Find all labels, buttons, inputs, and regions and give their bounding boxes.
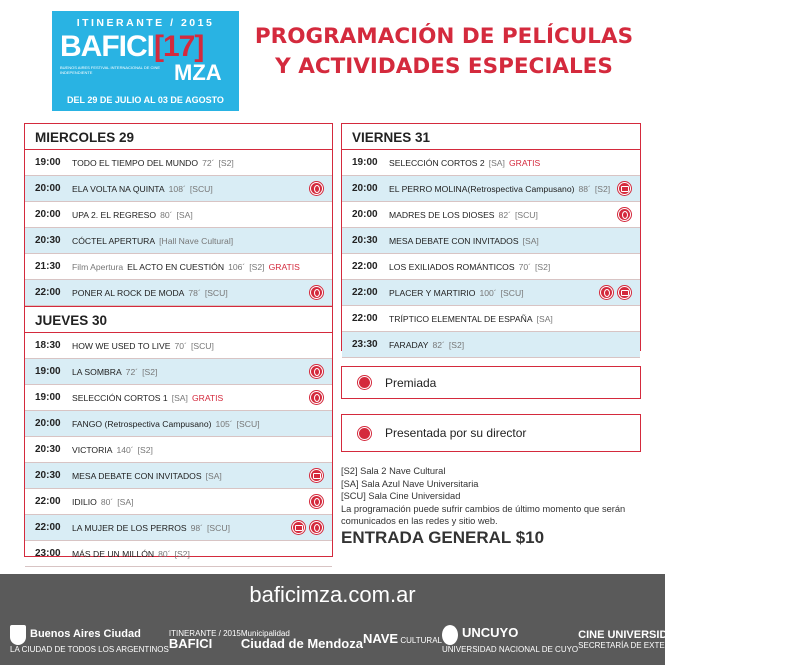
- schedule-row: [342, 176, 640, 202]
- award-icon: [618, 208, 631, 221]
- schedule-column-left: [24, 123, 333, 557]
- venue-code: [SCU]: [514, 209, 538, 220]
- schedule-row: [25, 515, 332, 541]
- title-line-2: Y ACTIVIDADES ESPECIALES: [275, 54, 613, 79]
- venue-code: [SA]: [536, 313, 553, 324]
- film-title: PONER AL ROCK DE MODA: [72, 287, 185, 298]
- logo-uncuyo: UNCUYO UNIVERSIDAD NACIONAL DE CUYO: [441, 625, 579, 654]
- site-link[interactable]: baficimza.com.ar: [249, 582, 416, 607]
- schedule-row: [25, 176, 332, 202]
- venue-code: [S2]: [249, 261, 265, 272]
- day-heading: MIERCOLES 29: [25, 124, 332, 150]
- duration: 108´: [168, 183, 186, 194]
- showtime: 20:00: [352, 209, 378, 220]
- schedule-row: [25, 437, 332, 463]
- footer: [0, 574, 810, 665]
- schedule-row: [25, 150, 332, 176]
- duration: 80´: [160, 209, 173, 220]
- film-title: IDILIO: [72, 496, 97, 507]
- duration: 82´: [432, 339, 445, 350]
- showtime: 19:00: [352, 157, 378, 168]
- schedule-row: [25, 541, 332, 567]
- showtime: 20:30: [35, 235, 61, 246]
- logo-bafici-footer: ITINERANTE / 2015 BAFICI: [168, 629, 241, 651]
- venue-code: [SA]: [488, 157, 505, 168]
- note-s2: [S2] Sala 2 Nave Cultural: [341, 466, 446, 476]
- film-title: CÓCTEL APERTURA: [72, 235, 156, 246]
- schedule-row: [25, 333, 332, 359]
- duration: 106´: [228, 261, 246, 272]
- logo-bafici: BAFICI: [60, 30, 154, 63]
- schedule-row: [25, 411, 332, 437]
- venue-code: [SA]: [522, 235, 539, 246]
- logo-cine-universidad: CINE UNIVERSIDAD SECRETARÍA DE EXTENSIÓN UNIVERSITARIA: [578, 628, 754, 650]
- venue-code: [Hall Nave Cultural]: [159, 235, 234, 246]
- showtime: 19:00: [35, 392, 61, 403]
- showtime: 22:00: [352, 261, 378, 272]
- venue-code: [S2]: [174, 548, 190, 559]
- showtime: 22:00: [35, 522, 61, 533]
- schedule-row: [25, 254, 332, 280]
- award-icon: [310, 495, 323, 508]
- showtime: 22:00: [352, 287, 378, 298]
- venue-code: [S2]: [535, 261, 551, 272]
- schedule-row: [25, 280, 332, 306]
- showtime: 18:30: [35, 340, 61, 351]
- film-title: MADRES DE LOS DIOSES: [389, 209, 495, 220]
- seal-icon: [442, 625, 458, 645]
- duration: 72´: [125, 366, 139, 377]
- showtime: 20:00: [35, 209, 61, 220]
- film-title: UPA 2. EL REGRESO: [72, 209, 157, 220]
- film-title: SELECCIÓN CORTOS 1: [72, 392, 168, 403]
- schedule-row: [342, 228, 640, 254]
- venue-code: [SA]: [117, 496, 134, 507]
- showtime: 23:00: [35, 548, 61, 559]
- film-apertura-label: Film Apertura: [72, 261, 124, 272]
- venue-code: [SCU]: [500, 287, 524, 298]
- film-title: FANGO (Retrospectiva Campusano): [72, 418, 212, 429]
- award-icon: [600, 286, 613, 299]
- venue-code: [SCU]: [236, 418, 260, 429]
- showtime: 22:00: [35, 496, 61, 507]
- showtime: 20:30: [35, 444, 61, 455]
- schedule-row: [25, 463, 332, 489]
- film-title: PLACER Y MARTIRIO: [389, 287, 476, 298]
- bafici-logo: [52, 11, 239, 111]
- legend-award: [341, 366, 641, 399]
- showtime: 22:00: [35, 287, 61, 298]
- duration: 70´: [174, 340, 187, 351]
- showtime: 20:30: [35, 470, 61, 481]
- schedule-row: [25, 359, 332, 385]
- film-title: FARADAY: [389, 339, 429, 350]
- director-icon: [310, 469, 323, 482]
- venue-code: [S2]: [594, 183, 611, 194]
- schedule-row: [342, 202, 640, 228]
- film-title: MÁS DE UN MILLÓN: [72, 548, 155, 559]
- director-icon: [292, 521, 305, 534]
- logo-municipalidad: Municipalidad Ciudad de Mendoza: [240, 629, 363, 651]
- duration: 82´: [498, 209, 511, 220]
- venue-code: [SA]: [205, 470, 222, 481]
- film-title: VICTORIA: [72, 444, 113, 455]
- gratis-label: GRATIS: [508, 157, 541, 168]
- film-title: TODO EL TIEMPO DEL MUNDO: [72, 157, 199, 168]
- sponsor-logos: [10, 619, 810, 661]
- duration: 80´: [100, 496, 114, 507]
- legend-director-label: Presentada por su director: [385, 426, 527, 440]
- entrada-general: ENTRADA GENERAL $10: [341, 527, 545, 547]
- shield-icon: [10, 625, 26, 645]
- duration: 70´: [518, 261, 532, 272]
- legend-director: [341, 414, 641, 452]
- award-icon: [310, 182, 323, 195]
- duration: 80´: [158, 548, 171, 559]
- gratis-label: GRATIS: [191, 392, 224, 403]
- duration: 72´: [202, 157, 215, 168]
- schedule-row: [342, 332, 640, 358]
- schedule-row: [25, 228, 332, 254]
- director-icon: [618, 182, 631, 195]
- logo-itinerante: ITINERANTE / 2015: [76, 17, 215, 29]
- film-title: HOW WE USED TO LIVE: [72, 340, 171, 351]
- film-title: EL PERRO MOLINA(Retrospectiva Campusano): [389, 183, 575, 194]
- award-icon: [310, 521, 323, 534]
- schedule-column-right: [341, 123, 641, 351]
- film-title: EL ACTO EN CUESTIÓN: [127, 261, 225, 272]
- showtime: 20:30: [352, 235, 378, 246]
- award-icon: [358, 376, 371, 389]
- schedule-row: [342, 280, 640, 306]
- venue-code: [SCU]: [204, 287, 228, 298]
- award-icon: [310, 286, 323, 299]
- duration: 78´: [188, 287, 201, 298]
- schedule-row: [25, 489, 332, 515]
- duration: 88´: [578, 183, 591, 194]
- gratis-label: GRATIS: [268, 261, 300, 272]
- logo-name: [60, 31, 203, 63]
- film-title: ELA VOLTA NA QUINTA: [72, 183, 165, 194]
- film-title: SELECCIÓN CORTOS 2: [389, 157, 485, 168]
- venue-notes: [341, 465, 641, 548]
- showtime: 21:30: [35, 261, 61, 272]
- duration: 100´: [479, 287, 497, 298]
- day-heading: VIERNES 31: [342, 124, 640, 150]
- director-icon: [358, 427, 371, 440]
- page-title: [254, 22, 634, 82]
- logo-nave: NAVE CULTURAL: [362, 631, 442, 646]
- venue-code: [S2]: [448, 339, 465, 350]
- schedule-row: [342, 150, 640, 176]
- showtime: 22:00: [352, 313, 378, 324]
- logo-unica: UNICA PRODUCTORA: [753, 626, 810, 650]
- duration: 98´: [190, 522, 204, 533]
- award-icon: [310, 391, 323, 404]
- day-heading: JUEVES 30: [25, 307, 332, 333]
- logo-mza: MZA: [174, 60, 222, 85]
- film-title: LOS EXILIADOS ROMÁNTICOS: [389, 261, 515, 272]
- film-title: MESA DEBATE CON INVITADOS: [72, 470, 202, 481]
- film-title: TRÍPTICO ELEMENTAL DE ESPAÑA: [389, 313, 533, 324]
- venue-code: [S2]: [137, 444, 153, 455]
- venue-code: [SCU]: [189, 183, 213, 194]
- showtime: 20:00: [35, 183, 61, 194]
- film-title: LA SOMBRA: [72, 366, 122, 377]
- logo-number: [17]: [154, 30, 204, 63]
- note-sa: [SA] Sala Azul Nave Universitaria: [341, 478, 479, 489]
- director-icon: [618, 286, 631, 299]
- logo-dates: DEL 29 DE JULIO AL 03 DE AGOSTO: [67, 95, 224, 105]
- schedule-row: [342, 306, 640, 332]
- title-line-1: PROGRAMACIÓN DE PELÍCULAS: [254, 24, 634, 49]
- schedule-row: [342, 254, 640, 280]
- venue-code: [S2]: [218, 157, 234, 168]
- logo-buenos-aires: Buenos Aires Ciudad LA CIUDAD DE TODOS LOS ARGENTINOS: [10, 625, 169, 655]
- venue-code: [SCU]: [207, 522, 230, 533]
- showtime: 20:00: [352, 183, 378, 194]
- film-title: LA MUJER DE LOS PERROS: [72, 522, 187, 533]
- showtime: 19:00: [35, 366, 61, 377]
- note-scu: [SCU] Sala Cine Universidad: [341, 491, 461, 501]
- venue-code: [SA]: [171, 392, 188, 403]
- schedule-row: [25, 202, 332, 228]
- duration: 105´: [215, 418, 233, 429]
- venue-code: [SA]: [176, 209, 193, 220]
- logo-tagline: BUENOS AIRES FESTIVAL INTERNACIONAL DE CINE INDEPENDIENTE: [60, 65, 161, 75]
- film-title: MESA DEBATE CON INVITADOS: [389, 235, 519, 246]
- duration: 140´: [116, 444, 134, 455]
- venue-code: [S2]: [142, 366, 158, 377]
- venue-code: [SCU]: [190, 340, 214, 351]
- legend-award-label: Premiada: [385, 375, 437, 390]
- showtime: 19:00: [35, 157, 61, 168]
- award-icon: [310, 365, 323, 378]
- showtime: 20:00: [35, 418, 61, 429]
- schedule-row: [25, 385, 332, 411]
- note-disclaimer: La programación puede sufrir cambios de último momento que serán comunicados en las redes y sitio web.: [341, 503, 626, 526]
- showtime: 23:30: [352, 339, 378, 350]
